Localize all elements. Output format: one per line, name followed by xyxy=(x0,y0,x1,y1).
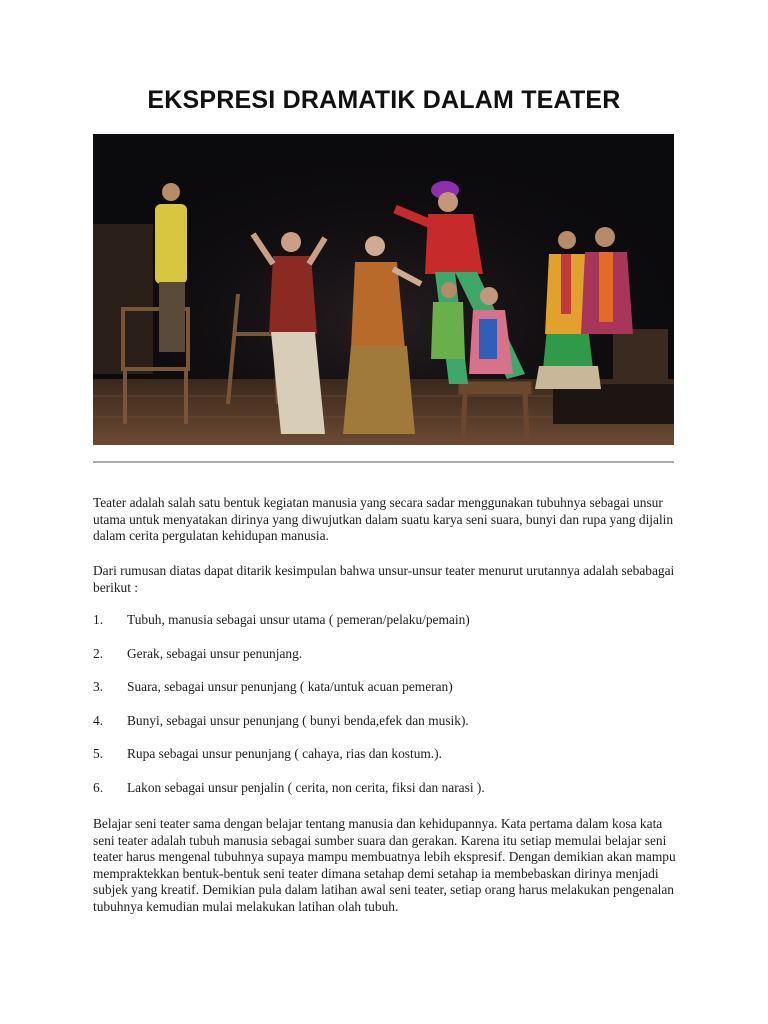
closing-paragraph: Belajar seni teater sama dengan belajar tentang manusia dan kehidupannya. Kata pertama dalam kosa kata seni teater adalah tubuh manusia sebagai sumber suara dan gerakan. Karena itu setiap memulai belajar seni teater harus mengenal tubuhnya supaya mampu membuatnya lebih ekspresif. Dengan demikian akan mampu mempraktekkan bentuk-bentuk seni teater dimana setahap demi setahap ia membebaskan dirinya menjadi subjek yang kreatif. Demikian pula dalam latihan awal seni teater, setiap orang harus melakukan pengenalan tubuhnya kemudian mulai melakukan latihan olah tubuh. xyxy=(93,816,676,914)
list-item-number: 2. xyxy=(93,645,104,661)
list-item xyxy=(93,679,683,713)
list-item-text: Tubuh, manusia sebagai unsur utama ( pemeran/pelaku/pemain) xyxy=(127,612,470,627)
list-item xyxy=(93,713,683,747)
summary-paragraph: Dari rumusan diatas dapat ditarik kesimpulan bahwa unsur-unsur teater menurut urutannya adalah sebabagai berikut : xyxy=(93,563,675,595)
page-title: EKSPRESI DRAMATIK DALAM TEATER xyxy=(147,86,621,114)
list-item-number: 6. xyxy=(93,779,104,795)
theatre-photo xyxy=(93,134,674,445)
intro-paragraph: Teater adalah salah satu bentuk kegiatan manusia yang secara sadar menggunakan tubuhnya sebagai unsur utama untuk menyatakan dirinya yang diwujutkan dalam suatu karya seni suara, bunyi dan rupa yang dijalin dalam cerita pergulatan kehidupan manusia. xyxy=(93,495,674,544)
list-item-number: 1. xyxy=(93,612,104,627)
list-item-number: 3. xyxy=(93,679,104,695)
list-item-text: Lakon sebagai unsur penjalin ( cerita, non cerita, fiksi dan narasi ). xyxy=(127,779,485,795)
list-item-text: Bunyi, sebagai unsur penunjang ( bunyi benda,efek dan musik). xyxy=(127,712,469,728)
horizontal-divider xyxy=(93,461,674,463)
list-item xyxy=(93,780,683,814)
list-item-text: Gerak, sebagai unsur penunjang. xyxy=(127,645,303,661)
list-item-number: 5. xyxy=(93,746,104,762)
list-item-text: Rupa sebagai unsur penunjang ( cahaya, rias dan kostum.). xyxy=(127,746,442,762)
list-item xyxy=(93,646,683,680)
theatre-elements-list xyxy=(93,612,683,814)
list-item-text: Suara, sebagai unsur penunjang ( kata/untuk acuan pemeran) xyxy=(127,679,453,695)
list-item xyxy=(93,612,683,646)
list-item xyxy=(93,746,683,780)
list-item-number: 4. xyxy=(93,712,104,728)
